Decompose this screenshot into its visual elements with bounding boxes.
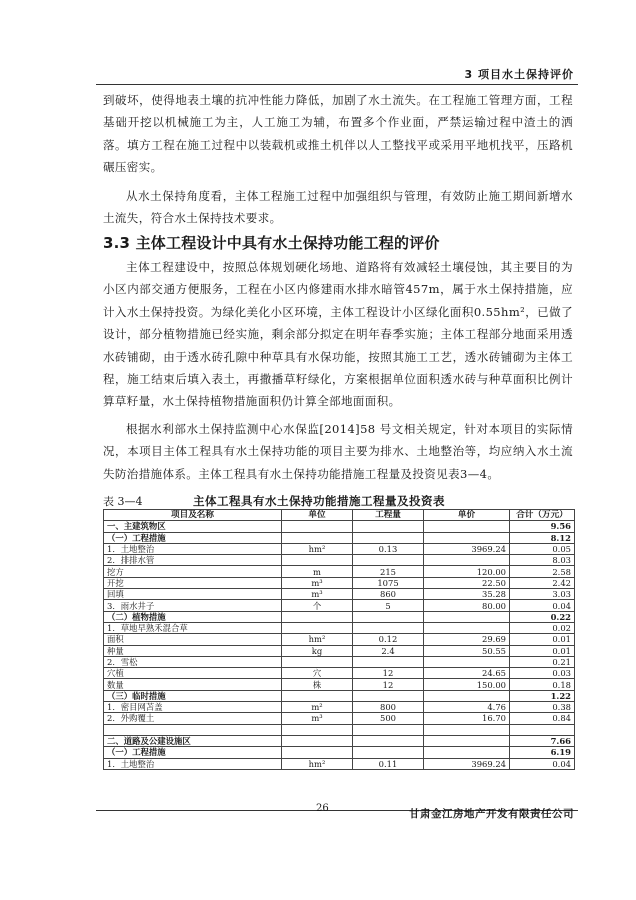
table-title: 主体工程具有水土保持功能措施工程量及投资表 [193,494,445,508]
header-rule [96,84,578,85]
table-row [104,690,575,701]
table-row [104,566,575,577]
cell-qty [353,622,424,633]
cell-price [424,521,510,532]
running-head: 3 项目水土保持评价 [464,68,574,81]
cell-qty [353,690,424,701]
cell-qty: 500 [353,713,424,724]
cell-price: 120.00 [424,566,510,577]
cell-unit: 个 [282,600,353,611]
cell-unit: m³ [282,577,353,588]
col-header-qty: 工程量 [353,510,424,521]
cell-price: 3969.24 [424,758,510,769]
table-row [104,656,575,667]
cell-unit: kg [282,645,353,656]
cell-qty [353,521,424,532]
cell-total: 0.02 [510,622,575,633]
cell-unit: 穴 [282,668,353,679]
cell-price [424,555,510,566]
cell-price [424,622,510,633]
cell-total: 0.01 [510,645,575,656]
cell-qty: 1075 [353,577,424,588]
cell-qty: 860 [353,589,424,600]
cell-unit [282,532,353,543]
table-row [104,532,575,543]
table-row [104,724,575,735]
table-row [104,555,575,566]
section-title: 3.3 主体工程设计中具有水土保持功能工程的评价 [103,234,440,252]
table-row [104,600,575,611]
col-header-total: 合计（万元） [510,510,575,521]
col-header-name: 项目及名称 [104,510,282,521]
cell-price [424,690,510,701]
cell-name: 一、主建筑物区 [104,521,282,532]
table-row [104,645,575,656]
cell-unit [282,611,353,622]
text-block-bottom [103,256,573,485]
table-row [104,679,575,690]
table-row [104,747,575,758]
cell-name: （一）工程措施 [104,532,282,543]
table-number: 表 3—4 [103,495,143,508]
cell-name: 穴植 [104,668,282,679]
cell-name: （三）临时措施 [104,690,282,701]
cell-price [424,747,510,758]
cell-total: 0.03 [510,668,575,679]
cell-total: 0.21 [510,656,575,667]
cell-qty [353,555,424,566]
cell-name: 种量 [104,645,282,656]
cell-total: 2.58 [510,566,575,577]
cell-price: 35.28 [424,589,510,600]
cell-name: 1．土地整治 [104,758,282,769]
cell-total: 6.19 [510,747,575,758]
text-block-top [103,89,573,229]
cost-table [103,509,575,770]
table-row [104,543,575,554]
cell-price: 16.70 [424,713,510,724]
cell-unit [282,735,353,746]
cell-price [424,611,510,622]
table-row [104,611,575,622]
cell-qty: 12 [353,668,424,679]
cell-unit: hm² [282,634,353,645]
cell-name: 挖方 [104,566,282,577]
cell-qty [353,724,424,735]
cell-name: （二）植物措施 [104,611,282,622]
cell-price [424,735,510,746]
table-row [104,668,575,679]
paragraph-1: 到破坏，使得地表土壤的抗冲性能力降低，加剧了水土流失。在工程施工管理方面，工程基础开挖以机械施工为主，人工施工为辅，布置多个作业面，严禁运输过程中渣土的洒落。填方工程在施工过程中以装载机或推土机伴以人工整找平或采用平地机找平，压路机碾压密实。 [103,93,573,175]
table-row [104,634,575,645]
cell-unit: hm² [282,543,353,554]
cell-qty: 800 [353,702,424,713]
cell-unit: 株 [282,679,353,690]
cell-total: 0.04 [510,600,575,611]
cell-price: 80.00 [424,600,510,611]
col-header-price: 单价 [424,510,510,521]
cell-name: 1．密目网苫盖 [104,702,282,713]
table-header-row [104,510,575,521]
cell-name: 1．草地早熟禾混合草 [104,622,282,633]
cell-qty: 0.12 [353,634,424,645]
cell-unit: m [282,566,353,577]
cell-name: 2．外购覆土 [104,713,282,724]
cell-qty: 215 [353,566,424,577]
table-row [104,589,575,600]
cell-price: 3969.24 [424,543,510,554]
cell-qty [353,747,424,758]
cell-unit [282,690,353,701]
cell-total: 9.56 [510,521,575,532]
table-row [104,577,575,588]
paragraph-4: 根据水利部水土保持监测中心水保监[2014]58 号文相关规定，针对本项目的实际情况，本项目主体工程具有水土保持功能的项目主要为排水、土地整治等，均应纳入水土流失防治措施体系。主体工程具有水土保持功能措施工程量及投资见表3—4。 [103,421,573,481]
cell-price [424,532,510,543]
cell-qty: 0.13 [353,543,424,554]
company-name: 甘肃金江房地产开发有限责任公司 [409,808,574,820]
cell-qty [353,611,424,622]
cell-total: 2.42 [510,577,575,588]
cell-name: 开挖 [104,577,282,588]
cell-qty: 0.11 [353,758,424,769]
cell-price: 29.69 [424,634,510,645]
cell-price [424,656,510,667]
cell-price: 4.76 [424,702,510,713]
cell-total: 0.84 [510,713,575,724]
cell-name: 二、道路及公建设施区 [104,735,282,746]
cell-qty [353,735,424,746]
cell-unit [282,724,353,735]
table-row [104,713,575,724]
cell-unit [282,521,353,532]
page-number: 26 [316,803,329,814]
table-row [104,622,575,633]
cell-unit [282,656,353,667]
cell-total: 0.04 [510,758,575,769]
cell-total: 3.03 [510,589,575,600]
cell-name: 2．雪松 [104,656,282,667]
table-body [104,521,575,770]
cell-qty [353,656,424,667]
table-row [104,735,575,746]
cell-price [424,724,510,735]
cell-qty: 12 [353,679,424,690]
cell-total: 0.38 [510,702,575,713]
cell-unit [282,622,353,633]
cell-total: 0.01 [510,634,575,645]
table-row [104,758,575,769]
cell-total: 0.05 [510,543,575,554]
cell-price: 50.55 [424,645,510,656]
cell-name: 回填 [104,589,282,600]
cell-total: 8.03 [510,555,575,566]
cell-price: 24.65 [424,668,510,679]
cell-name: 2．排排水管 [104,555,282,566]
cell-total [510,724,575,735]
cell-name: （一）工程措施 [104,747,282,758]
cell-name: 3．雨水井子 [104,600,282,611]
cell-unit: m³ [282,713,353,724]
cell-qty: 5 [353,600,424,611]
cell-unit [282,555,353,566]
cell-name [104,724,282,735]
cell-unit: m³ [282,589,353,600]
cell-total: 0.18 [510,679,575,690]
cell-qty [353,532,424,543]
paragraph-2: 从水土保持角度看，主体工程施工过程中加强组织与管理，有效防止施工期间新增水土流失，符合水土保持技术要求。 [103,188,573,226]
cell-total: 7.66 [510,735,575,746]
table-row [104,702,575,713]
cell-price: 150.00 [424,679,510,690]
cell-unit [282,747,353,758]
cell-unit: m² [282,702,353,713]
cell-qty: 2.4 [353,645,424,656]
cell-name: 1．土地整治 [104,543,282,554]
table-row [104,521,575,532]
cell-name: 数量 [104,679,282,690]
cell-total: 8.12 [510,532,575,543]
cell-unit: hm² [282,758,353,769]
cell-price: 22.50 [424,577,510,588]
cell-name: 面积 [104,634,282,645]
cell-total: 1.22 [510,690,575,701]
col-header-unit: 单位 [282,510,353,521]
cell-total: 0.22 [510,611,575,622]
paragraph-3: 主体工程建设中，按照总体规划硬化场地、道路将有效减轻土壤侵蚀，其主要目的为小区内部交通方便服务，工程在小区内修建雨水排水暗管457m，属于水土保持措施，应计入水土保持投资。为绿化美化小区环境，主体工程设计小区绿化面积0.55hm²，已做了设计，部分植物措施已经实施，剩余部分拟定在明年春季实施；主体工程部分地面采用透水砖铺砌，由于透水砖孔隙中种草具有水保功能，按照其施工工艺，透水砖铺砌为主体工程，施工结束后填入表土，再撒播草籽绿化，方案根据单位面积透水砖与种草面积比例计算草籽量，水土保持植物措施面积仍计算全部地面面积。 [103,260,573,409]
